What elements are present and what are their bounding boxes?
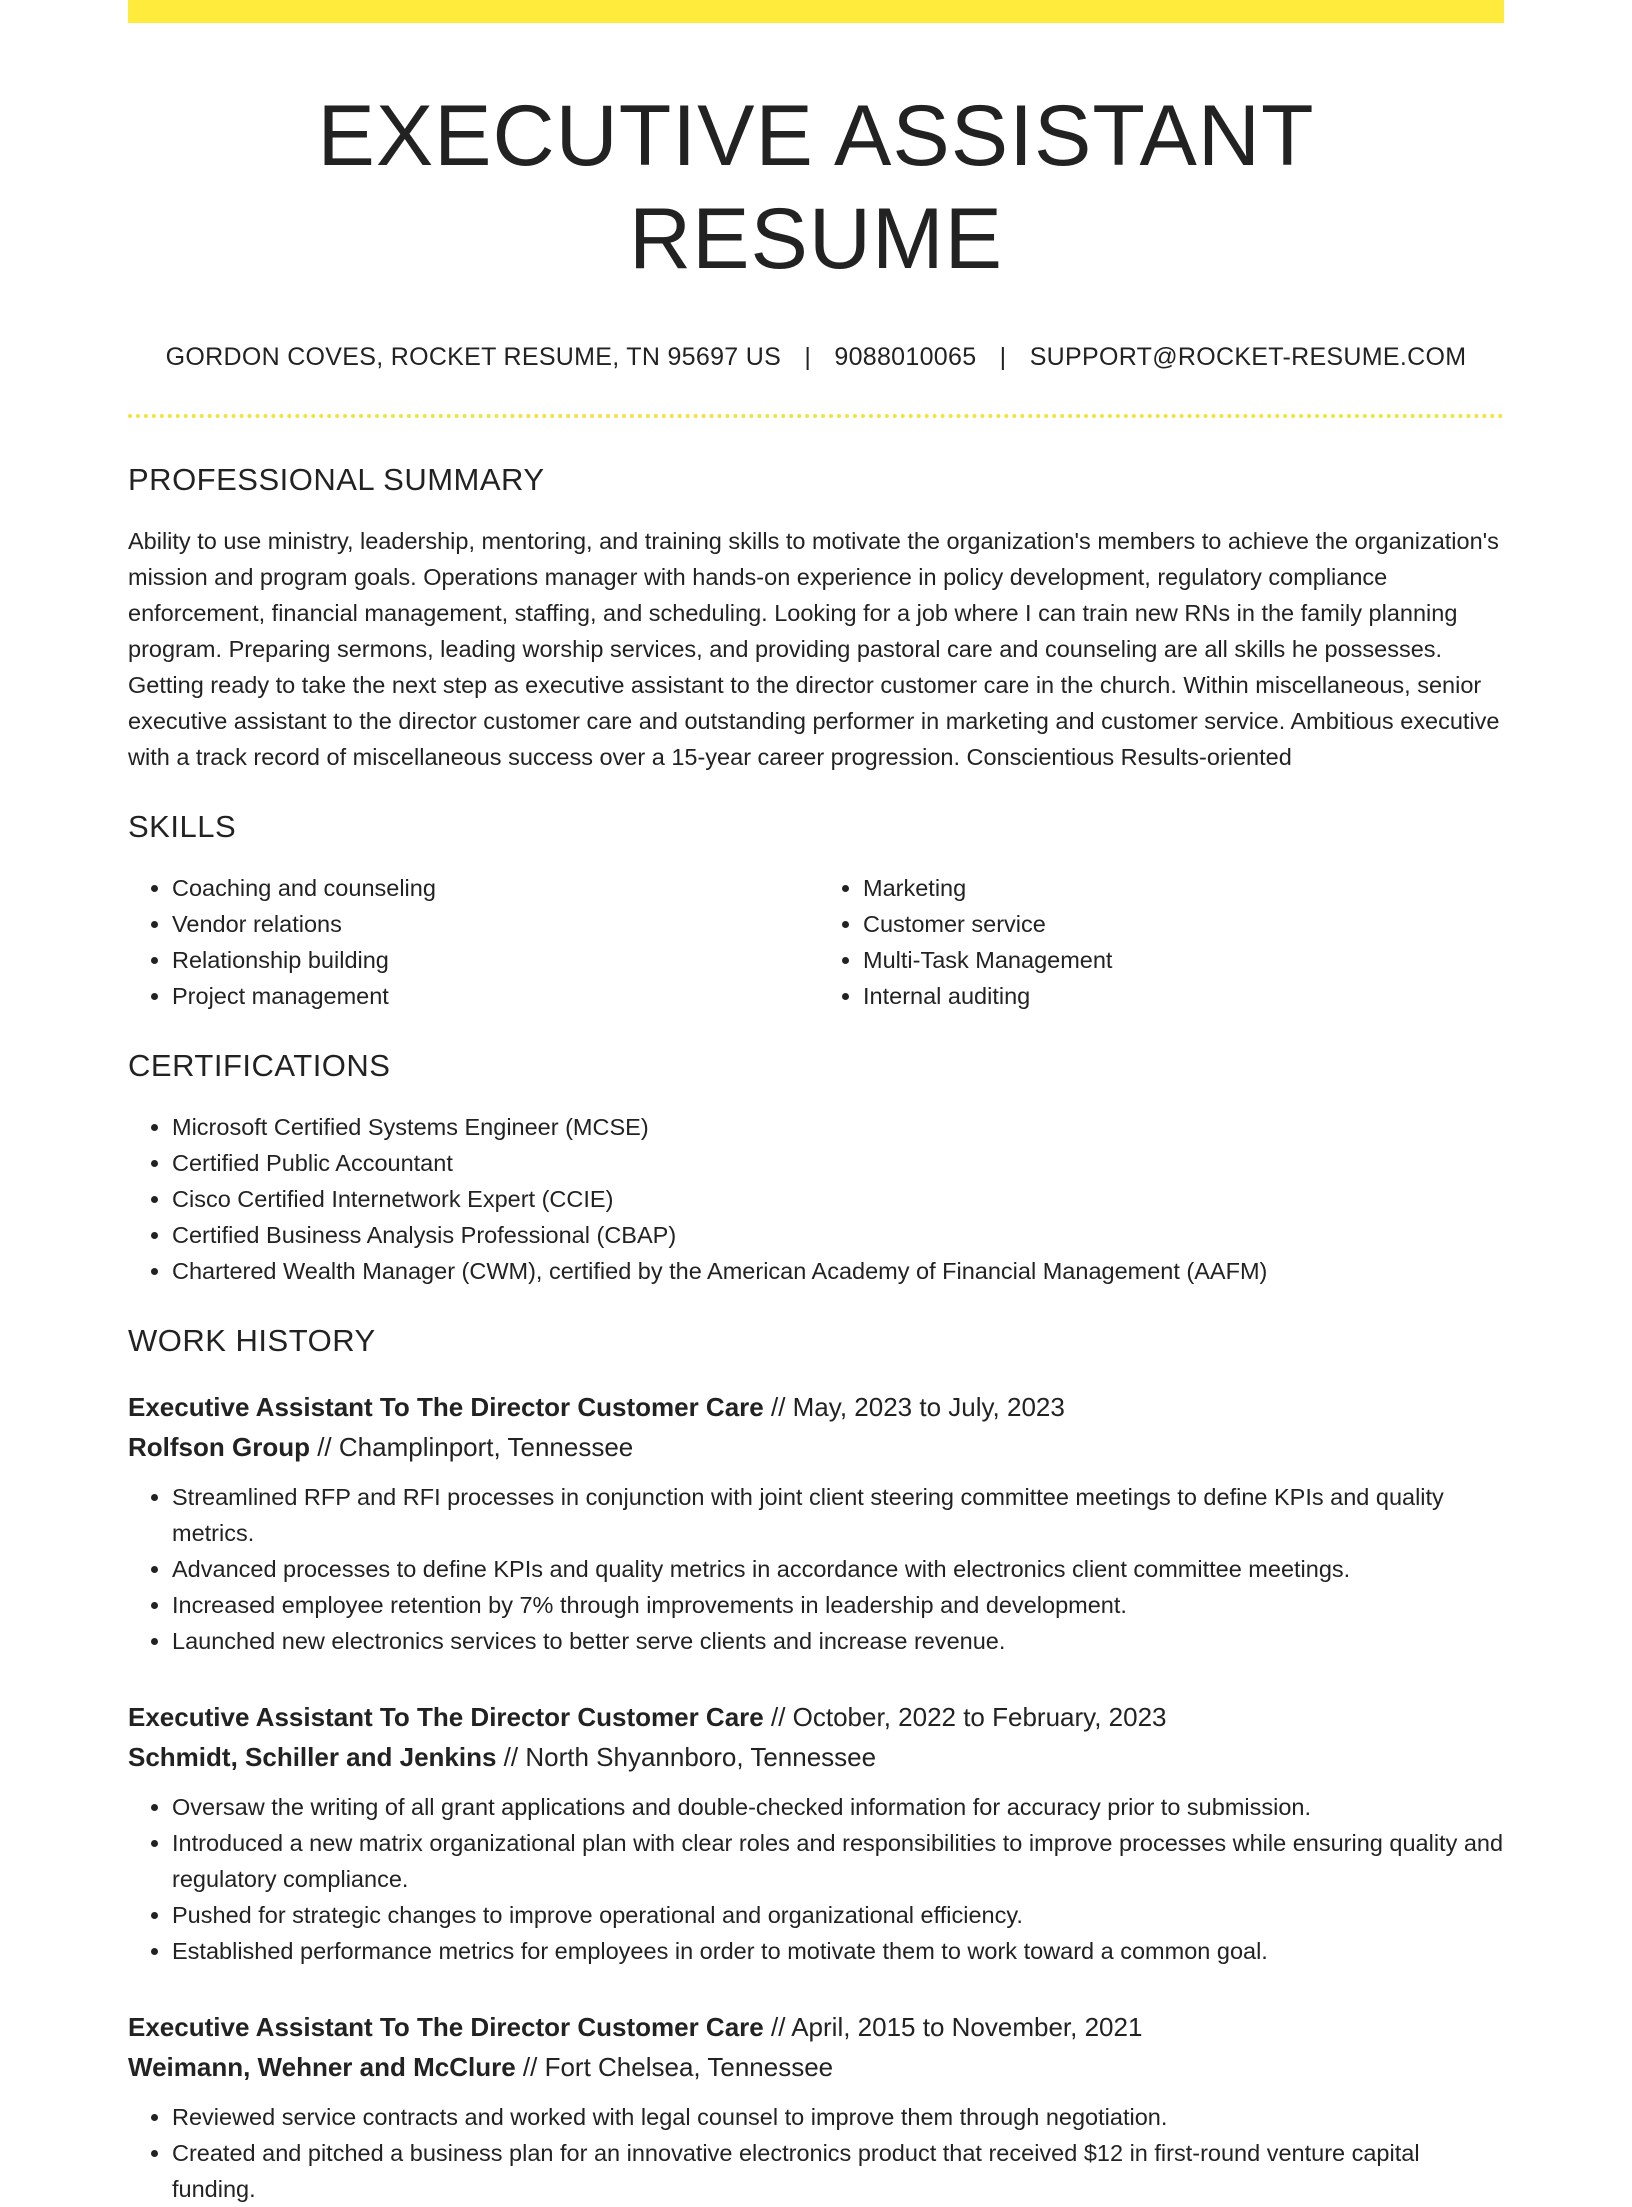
- job-location: // Fort Chelsea, Tennessee: [515, 2052, 834, 2083]
- resume-title: EXECUTIVE ASSISTANT RESUME: [317, 88, 1315, 288]
- skill-item: • Internal auditing: [863, 978, 1504, 1014]
- job-bullet: • Launched new electronics services to better serve clients and increase revenue.: [172, 1623, 1504, 1659]
- dotted-divider: [128, 414, 1504, 418]
- job-title-line: [128, 2007, 1504, 2047]
- job-bullet: • Introduced a new matrix organizational plan with clear roles and responsibilities to improve processes while ensuring quality and regulatory compliance.: [172, 1825, 1504, 1897]
- certification-item: • Microsoft Certified Systems Engineer (MCSE): [172, 1109, 1504, 1145]
- certification-item: • Chartered Wealth Manager (CWM), certified by the American Academy of Financial Management (AAFM): [172, 1253, 1504, 1289]
- accent-bar: [128, 0, 1504, 23]
- contact-separator: |: [999, 343, 1007, 372]
- job-bullets: [128, 2099, 1504, 2207]
- job-bullet: • Increased employee retention by 7% through improvements in leadership and development.: [172, 1587, 1504, 1623]
- job-title: Executive Assistant To The Director Customer Care: [128, 1702, 764, 1733]
- job-bullet: • Oversaw the writing of all grant applications and double-checked information for accuracy prior to submission.: [172, 1789, 1504, 1825]
- job-title-line: [128, 1387, 1504, 1427]
- job-bullets: [128, 1479, 1504, 1659]
- skills-heading: SKILLS: [128, 809, 237, 845]
- job-company-line: [128, 1427, 1504, 1467]
- contact-phone: 9088010065: [834, 343, 977, 372]
- job-bullets: [128, 1789, 1504, 1969]
- certification-item: • Cisco Certified Internetwork Expert (CCIE): [172, 1181, 1504, 1217]
- work-history-heading: WORK HISTORY: [128, 1323, 376, 1359]
- job-location: // Champlinport, Tennessee: [309, 1432, 634, 1463]
- skill-item: • Coaching and counseling: [172, 870, 813, 906]
- job-company: Weimann, Wehner and McClure: [128, 2052, 516, 2083]
- job-title: Executive Assistant To The Director Customer Care: [128, 1392, 764, 1423]
- job-bullet: • Established performance metrics for employees in order to motivate them to work toward a common goal.: [172, 1933, 1504, 1969]
- summary-heading: PROFESSIONAL SUMMARY: [128, 462, 545, 498]
- skill-item: • Relationship building: [172, 942, 813, 978]
- job-entry: [128, 2007, 1504, 2207]
- job-title: Executive Assistant To The Director Customer Care: [128, 2012, 764, 2043]
- job-title-line: [128, 1697, 1504, 1737]
- certification-item: • Certified Business Analysis Professional (CBAP): [172, 1217, 1504, 1253]
- skill-item: • Marketing: [863, 870, 1504, 906]
- job-location: // North Shyannboro, Tennessee: [496, 1742, 877, 1773]
- job-bullet: • Advanced processes to define KPIs and quality metrics in accordance with electronics client committee meetings.: [172, 1551, 1504, 1587]
- certifications-list: [128, 1109, 1504, 1289]
- summary-text: Ability to use ministry, leadership, mentoring, and training skills to motivate the organization's members to achieve the organization's mission and program goals. Operations manager with hands-on experience in policy development, regulatory compliance enforcement, financial management, staffing, and scheduling. Looking for a job where I can train new RNs in the family planning program. Preparing sermons, leading worship services, and providing pastoral care and counseling are all skills he possesses. Getting ready to take the next step as executive assistant to the director customer care in the church. Within miscellaneous, senior executive assistant to the director customer care and outstanding performer in marketing and customer service. Ambitious executive with a track record of miscellaneous success over a 15-year career progression. Conscientious Results-oriented: [128, 528, 1500, 771]
- certifications-heading: CERTIFICATIONS: [128, 1048, 391, 1084]
- job-company-line: [128, 1737, 1504, 1777]
- job-entry: [128, 1697, 1504, 1969]
- skills-list-right: [813, 870, 1504, 1014]
- job-company-line: [128, 2047, 1504, 2087]
- contact-separator: |: [804, 343, 812, 372]
- skill-item: • Project management: [172, 978, 813, 1014]
- job-dates: // October, 2022 to February, 2023: [763, 1702, 1167, 1733]
- contact-email: SUPPORT@ROCKET-RESUME.COM: [1029, 343, 1467, 372]
- contact-line: [128, 343, 1504, 372]
- job-bullet: • Pushed for strategic changes to improve operational and organizational efficiency.: [172, 1897, 1504, 1933]
- job-bullet: • Streamlined RFP and RFI processes in conjunction with joint client steering committee meetings to define KPIs and quality metrics.: [172, 1479, 1504, 1551]
- skill-item: • Vendor relations: [172, 906, 813, 942]
- skill-item: • Customer service: [863, 906, 1504, 942]
- job-dates: // April, 2015 to November, 2021: [763, 2012, 1143, 2043]
- skill-item: • Multi-Task Management: [863, 942, 1504, 978]
- job-bullet: • Created and pitched a business plan for an innovative electronics product that received $12 in first-round venture capital funding.: [172, 2135, 1504, 2207]
- job-company: Rolfson Group: [128, 1432, 310, 1463]
- certification-item: • Certified Public Accountant: [172, 1145, 1504, 1181]
- resume-page: [128, 0, 1504, 2207]
- job-dates: // May, 2023 to July, 2023: [763, 1392, 1065, 1423]
- job-bullet: • Reviewed service contracts and worked with legal counsel to improve them through negotiation.: [172, 2099, 1504, 2135]
- skills-list-left: [128, 870, 813, 1014]
- job-entry: [128, 1387, 1504, 1659]
- contact-address: GORDON COVES, ROCKET RESUME, TN 95697 US: [165, 343, 782, 372]
- job-company: Schmidt, Schiller and Jenkins: [128, 1742, 497, 1773]
- skills-columns: [128, 870, 1504, 1014]
